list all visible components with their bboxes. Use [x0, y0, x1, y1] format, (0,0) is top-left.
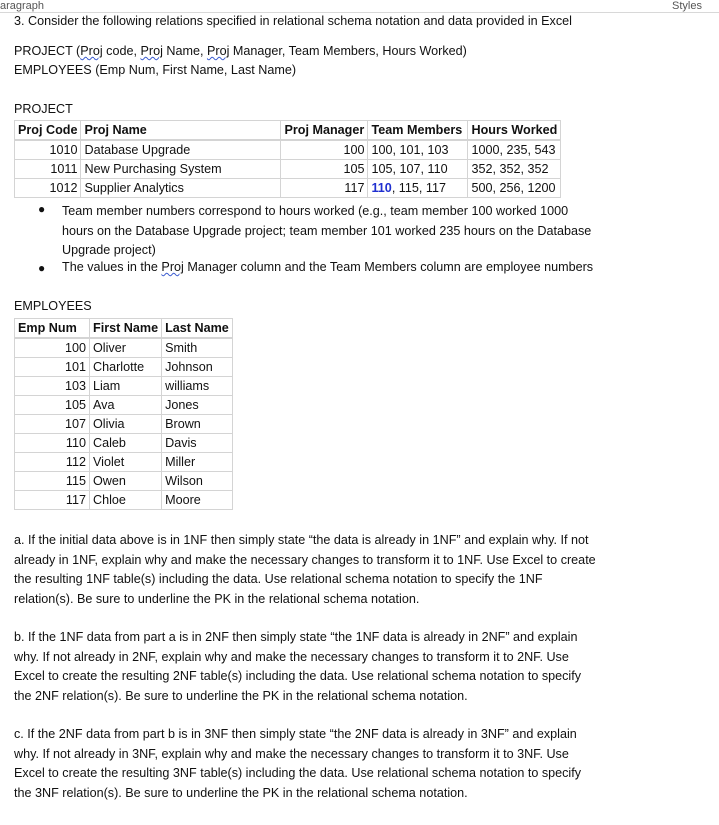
cell: 117: [281, 179, 368, 198]
cell: williams: [162, 377, 233, 396]
column-header: Team Members: [368, 121, 468, 141]
cell: Owen: [90, 472, 162, 491]
paragraph-line: c. If the 2NF data from part b is in 3NF then simply state “the 2NF data is already in 3NF” and explain: [14, 727, 577, 741]
cell: 100: [15, 338, 90, 358]
cell: 1012: [15, 179, 81, 198]
cell: 105: [15, 396, 90, 415]
table-row: [15, 415, 233, 434]
cell: Olivia: [90, 415, 162, 434]
paragraph-line: the resulting 1NF table(s) including the data. Use relational schema notation to specify the 1NF: [14, 572, 543, 586]
table-row: [15, 338, 233, 358]
team-rest: , 101, 103: [392, 143, 449, 157]
cell: Caleb: [90, 434, 162, 453]
note-2: [62, 260, 593, 274]
table-row: [15, 396, 233, 415]
cell: 1011: [15, 160, 81, 179]
team-rest: , 107, 110: [392, 162, 448, 176]
cell: Smith: [162, 338, 233, 358]
cell: 1010: [15, 140, 81, 160]
part-b: [14, 628, 644, 706]
cell: Jones: [162, 396, 233, 415]
part-a: [14, 531, 644, 609]
column-header: First Name: [90, 319, 162, 339]
cell: 352, 352, 352: [468, 160, 561, 179]
table-row: [15, 140, 561, 160]
paragraph-line: Excel to create the resulting 3NF table(s) including the data. Use relational schema notation to specify: [14, 766, 582, 780]
cell: [368, 140, 468, 160]
spell-flag: Proj: [140, 44, 163, 58]
cell: [368, 160, 468, 179]
schema-text: PROJECT (: [14, 44, 81, 58]
part-c: [14, 725, 644, 803]
paragraph-line: the 2NF relation(s). Be sure to underline the PK in the relational schema notation.: [14, 688, 468, 703]
paragraph-line: why. If not already in 3NF, explain why and make the necessary changes to transform it to 3NF. Use: [14, 746, 569, 761]
bullet-icon: ●: [38, 261, 46, 275]
note-line: hours on the Database Upgrade project; team member 101 worked 235 hours on the Database: [62, 223, 592, 238]
paragraph-line: why. If not already in 2NF, explain why and make the necessary changes to transform it to 2NF. Use: [14, 649, 569, 664]
note-text: The values in the: [62, 260, 162, 274]
table-row: [15, 491, 233, 510]
cell: New Purchasing System: [81, 160, 281, 179]
cell: 105: [281, 160, 368, 179]
paragraph-line: a. If the initial data above is in 1NF then simply state “the data is already in 1NF” and explain why. If not: [14, 533, 589, 547]
bullet-icon: ●: [38, 202, 46, 216]
spell-flag: Proj: [161, 260, 184, 274]
note-line: Team member numbers correspond to hours worked (e.g., team member 100 worked 1000: [62, 204, 569, 218]
table-row: [15, 472, 233, 491]
ribbon-paragraph-label: aragraph: [0, 0, 45, 12]
cell: 103: [15, 377, 90, 396]
cell: Supplier Analytics: [81, 179, 281, 198]
cell: Miller: [162, 453, 233, 472]
cell: Johnson: [162, 358, 233, 377]
employees-table: [14, 318, 233, 510]
team-first-highlighted: 110: [371, 181, 392, 195]
column-header: Proj Name: [81, 121, 281, 141]
cell: 101: [15, 358, 90, 377]
column-header: Hours Worked: [468, 121, 561, 141]
schema-text: Name,: [162, 44, 207, 58]
cell: 500, 256, 1200: [468, 179, 561, 198]
employees-schema: EMPLOYEES (Emp Num, First Name, Last Name): [14, 63, 297, 77]
paragraph-line: already in 1NF, explain why and make the necessary changes to transform it to 1NF. Use Excel to create: [14, 552, 596, 567]
project-table: [14, 120, 561, 198]
paragraph-line: Excel to create the resulting 2NF table(s) including the data. Use relational schema notation to specify: [14, 669, 582, 683]
ribbon-styles-label: Styles: [672, 0, 702, 12]
cell: Charlotte: [90, 358, 162, 377]
spell-flag: Proj: [80, 44, 103, 58]
cell: Chloe: [90, 491, 162, 510]
note-line: Upgrade project): [62, 243, 156, 257]
cell: Oliver: [90, 338, 162, 358]
column-header: Proj Code: [15, 121, 81, 141]
project-table-label: PROJECT: [14, 102, 73, 116]
schema-text: Manager, Team Members, Hours Worked): [229, 44, 467, 58]
paragraph-line: b. If the 1NF data from part a is in 2NF then simply state “the 1NF data is already in 2NF” and explain: [14, 630, 578, 644]
cell: Database Upgrade: [81, 140, 281, 160]
cell: 112: [15, 453, 90, 472]
note-text: Manager column and the Team Members column are employee numbers: [183, 260, 594, 274]
team-first: 100: [371, 143, 393, 157]
cell: Violet: [90, 453, 162, 472]
question-heading: 3. Consider the following relations specified in relational schema notation and data provided in Excel: [14, 14, 572, 28]
cell: [368, 179, 468, 198]
cell: Wilson: [162, 472, 233, 491]
schema-text: code,: [102, 44, 141, 58]
column-header: Last Name: [162, 319, 233, 339]
note-1: [62, 202, 591, 261]
cell: 110: [15, 434, 90, 453]
paragraph-line: the 3NF relation(s). Be sure to underline the PK in the relational schema notation.: [14, 785, 468, 800]
cell: Brown: [162, 415, 233, 434]
table-header-row: [15, 319, 233, 339]
cell: 100: [281, 140, 368, 160]
team-rest: , 115, 117: [391, 181, 446, 195]
column-header: Proj Manager: [281, 121, 368, 141]
spell-flag: Proj: [206, 44, 230, 58]
column-header: Emp Num: [15, 319, 90, 339]
table-row: [15, 377, 233, 396]
cell: Moore: [162, 491, 233, 510]
project-schema: [14, 44, 467, 58]
table-row: [15, 453, 233, 472]
table-header-row: [15, 121, 561, 141]
table-row: [15, 358, 233, 377]
table-row: [15, 160, 561, 179]
cell: Davis: [162, 434, 233, 453]
cell: 107: [15, 415, 90, 434]
team-first: 105: [371, 162, 393, 176]
ribbon-strip: [0, 0, 719, 13]
cell: 1000, 235, 543: [468, 140, 561, 160]
cell: Ava: [90, 396, 162, 415]
cell: 115: [15, 472, 90, 491]
cell: 117: [15, 491, 90, 510]
table-row: [15, 179, 561, 198]
employees-table-label: EMPLOYEES: [14, 299, 92, 313]
table-row: [15, 434, 233, 453]
paragraph-line: relation(s). Be sure to underline the PK in the relational schema notation.: [14, 591, 420, 606]
cell: Liam: [90, 377, 162, 396]
